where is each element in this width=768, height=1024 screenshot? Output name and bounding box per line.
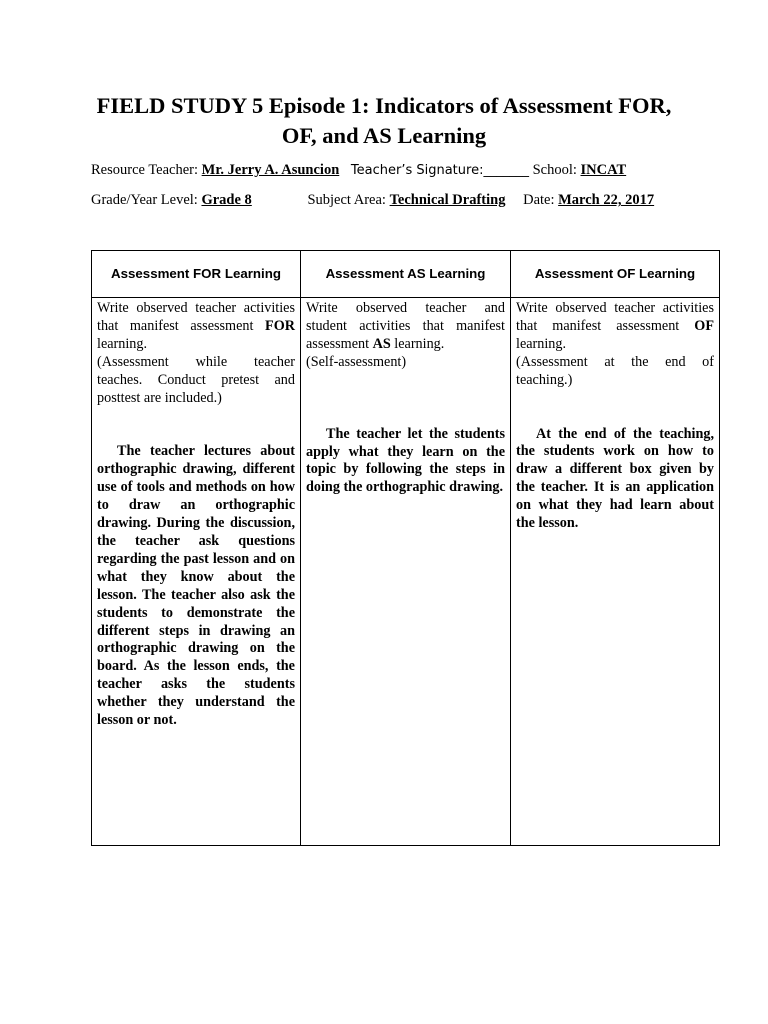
header-of-learning: Assessment OF Learning bbox=[511, 251, 720, 298]
table-header-row bbox=[92, 251, 720, 298]
signature-label: Teacher’s Signature:_______ bbox=[350, 163, 529, 178]
title-line-1: FIELD STUDY 5 Episode 1: Indicators of Assessment FOR, bbox=[96, 93, 672, 118]
cell-as-learning bbox=[301, 298, 511, 846]
table-body-row bbox=[92, 298, 720, 846]
header-as-learning: Assessment AS Learning bbox=[301, 251, 511, 298]
date-label: Date: bbox=[523, 192, 555, 208]
school-label: School: bbox=[532, 162, 577, 178]
resource-teacher-value: Mr. Jerry A. Asuncion bbox=[201, 162, 340, 178]
grade-value: Grade 8 bbox=[201, 192, 252, 208]
info-row-teacher bbox=[91, 161, 626, 180]
assessment-table bbox=[91, 250, 720, 846]
resource-teacher-label: Resource Teacher: bbox=[91, 162, 199, 178]
instruction-note: (Assessment at the end of teaching.) bbox=[516, 353, 714, 388]
instruction-text: Write observed teacher activities that manifest assessment FOR learning. bbox=[97, 300, 295, 352]
info-row-grade bbox=[91, 191, 654, 209]
subject-label: Subject Area: bbox=[307, 192, 386, 208]
cell-for-learning bbox=[92, 298, 301, 846]
school-value: INCAT bbox=[580, 162, 627, 178]
cell-of-learning bbox=[511, 298, 720, 846]
header-for-learning: Assessment FOR Learning bbox=[92, 251, 301, 298]
observation-text: At the end of the teaching, the students work on how to draw a different box given by the teacher. It is an application on what they had learn about the lesson. bbox=[516, 425, 714, 532]
observation-text: The teacher let the students apply what they learn on the topic by following the steps in doing the orthographic drawing. bbox=[306, 425, 505, 496]
document-title bbox=[60, 91, 708, 151]
instruction-text: Write observed teacher activities that manifest assessment OF learning. bbox=[516, 300, 714, 352]
grade-label: Grade/Year Level: bbox=[91, 192, 198, 208]
subject-value: Technical Drafting bbox=[389, 192, 506, 208]
title-line-2: OF, and AS Learning bbox=[281, 123, 487, 148]
instruction-note: (Self-assessment) bbox=[306, 353, 407, 370]
instruction-text: Write observed teacher and student activities that manifest assessment AS learning. bbox=[306, 300, 505, 352]
instruction-note: (Assessment while teacher teaches. Conduct pretest and posttest are included.) bbox=[97, 353, 295, 406]
observation-text: The teacher lectures about orthographic drawing, different use of tools and methods on how to draw an orthographic drawing. During the discussion, the teacher ask questions regarding the past lesson and on what they know about the lesson. The teacher also ask the students to demonstrate the different steps in drawing an orthographic drawing on the board. As the lesson ends, the teacher asks the students whether they understand the lesson or not. bbox=[97, 443, 295, 729]
date-value: March 22, 2017 bbox=[558, 192, 655, 208]
